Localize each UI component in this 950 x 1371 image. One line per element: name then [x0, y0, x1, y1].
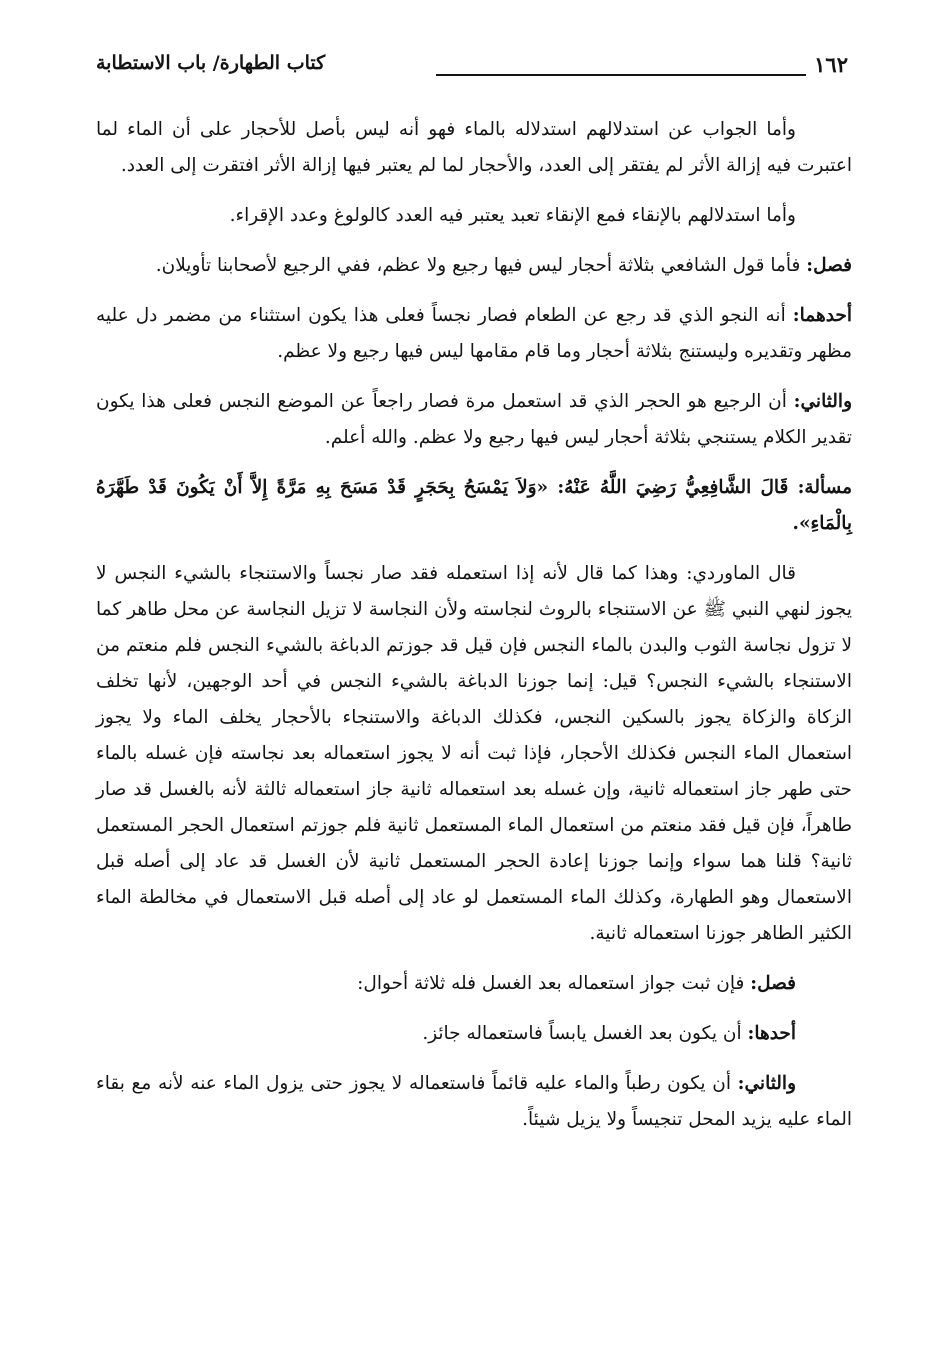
paragraph-lead: أحدهما: — [792, 305, 852, 326]
paragraph: قال الماوردي: وهذا كما قال لأنه إذا استعمله فقد صار نجساً والاستنجاء بالشيء النجس لا يجوز لنهي النبي ﷺ عن الاستنجاء بالروث لنجاسته ولأن النجاسة لا تزيل النجاسة عن محل طاهر كما لا تزول نجاسة الثوب والبدن بالماء النجس فإن قيل قد جوزتم الدباغة بالشيء النجس فلم منعتم من الاستنجاء بالشيء النجس؟ قيل: إنما جوزنا الدباغة بالشيء النجس في أحد الوجهين، لأنها تخلف الزكاة والزكاة يجوز بالسكين النجس، فكذلك الدباغة والاستنجاء بالأحجار يخلف الماء ولا يجوز استعمال الماء النجس فكذلك الأحجار، فإذا ثبت أنه لا يجوز استعماله بعد نجاسته فإن غسله بالماء حتى طهر جاز استعماله ثانية، وإن غسله بعد استعماله ثانية جاز استعماله ثالثة لأنه بالغسل قد صار طاهراً، فإن قيل فقد منعتم من استعمال الماء المستعمل ثانية فلم جوزتم استعمال الحجر المستعمل ثانية؟ قلنا هما سواء وإنما جوزنا إعادة الحجر المستعمل ثانية لأن الغسل قد عاد إلى أصله قبل الاستعمال وهو الطهارة، وكذلك الماء المستعمل لو عاد إلى أصله قبل الاستعمال في مخالطة الماء الكثير الطاهر جوزنا استعماله ثانية. — [96, 563, 852, 944]
paragraph-lead: أحدها: — [747, 1023, 796, 1044]
page-number: ١٦٢ — [814, 52, 848, 77]
page-body — [96, 112, 852, 1152]
paragraph: أحدهما: أنه النجو الذي قد رجع عن الطعام فصار نجساً فعلى هذا يكون استثناء من مضمر دل عليه مظهر وتقديره وليستنج بثلاثة أحجار وما قام مقامها ليس فيها رجيع ولا عظم. — [96, 305, 852, 362]
paragraph-lead: والثاني: — [793, 391, 852, 412]
paragraph: فصل: فإن ثبت جواز استعماله بعد الغسل فله ثلاثة أحوال: — [357, 973, 796, 994]
paragraph-lead: فصل: — [806, 255, 852, 276]
paragraph: وأما الجواب عن استدلالهم استدلاله بالماء فهو أنه ليس بأصل للأحجار على أن الماء لما اعتبرت فيه إزالة الأثر لم يفتقر إلى العدد، والأحجار لما لم يعتبر فيها إزالة الأثر افتقرت إلى العدد. — [96, 119, 852, 176]
paragraph: وأما استدلالهم بالإنقاء فمع الإنقاء تعبد يعتبر فيه العدد كالولوغ وعدد الإقراء. — [229, 205, 796, 226]
masala-paragraph: مسألة: قَالَ الشَّافِعِيُّ رَضِيَ اللَّهُ عَنْهُ: «وَلاَ يَمْسَحُ بِحَجَرٍ قَدْ مَسَحَ بِهِ مَرَّةً إِلاَّ أَنْ يَكُونَ قَدْ طَهَّرَهُ بِالْمَاءِ». — [96, 477, 853, 534]
paragraph-lead: فصل: — [750, 973, 796, 994]
running-title: كتاب الطهارة/ باب الاستطابة — [96, 52, 326, 74]
header-rule — [436, 74, 806, 76]
paragraph: أحدها: أن يكون بعد الغسل يابساً فاستعماله جائز. — [422, 1023, 796, 1044]
paragraph: والثاني: أن الرجيع هو الحجر الذي قد استعمل مرة فصار راجعاً عن الموضع النجس فعلى هذا يكون تقدير الكلام يستنجي بثلاثة أحجار ليس فيها رجيع ولا عظم. والله أعلم. — [96, 391, 852, 448]
paragraph: والثاني: أن يكون رطباً والماء عليه قائماً فاستعماله لا يجوز حتى يزول الماء عنه لأنه مع بقاء الماء عليه يزيد المحل تنجيساً ولا يزيل شيئاً. — [96, 1073, 852, 1130]
running-header — [96, 52, 848, 86]
paragraph: فصل: فأما قول الشافعي بثلاثة أحجار ليس فيها رجيع ولا عظم، ففي الرجيع لأصحابنا تأويلان. — [155, 255, 852, 276]
paragraph-lead: والثاني: — [737, 1073, 796, 1094]
paragraph-lead: مسألة: قَالَ الشَّافِعِيُّ — [685, 477, 853, 498]
